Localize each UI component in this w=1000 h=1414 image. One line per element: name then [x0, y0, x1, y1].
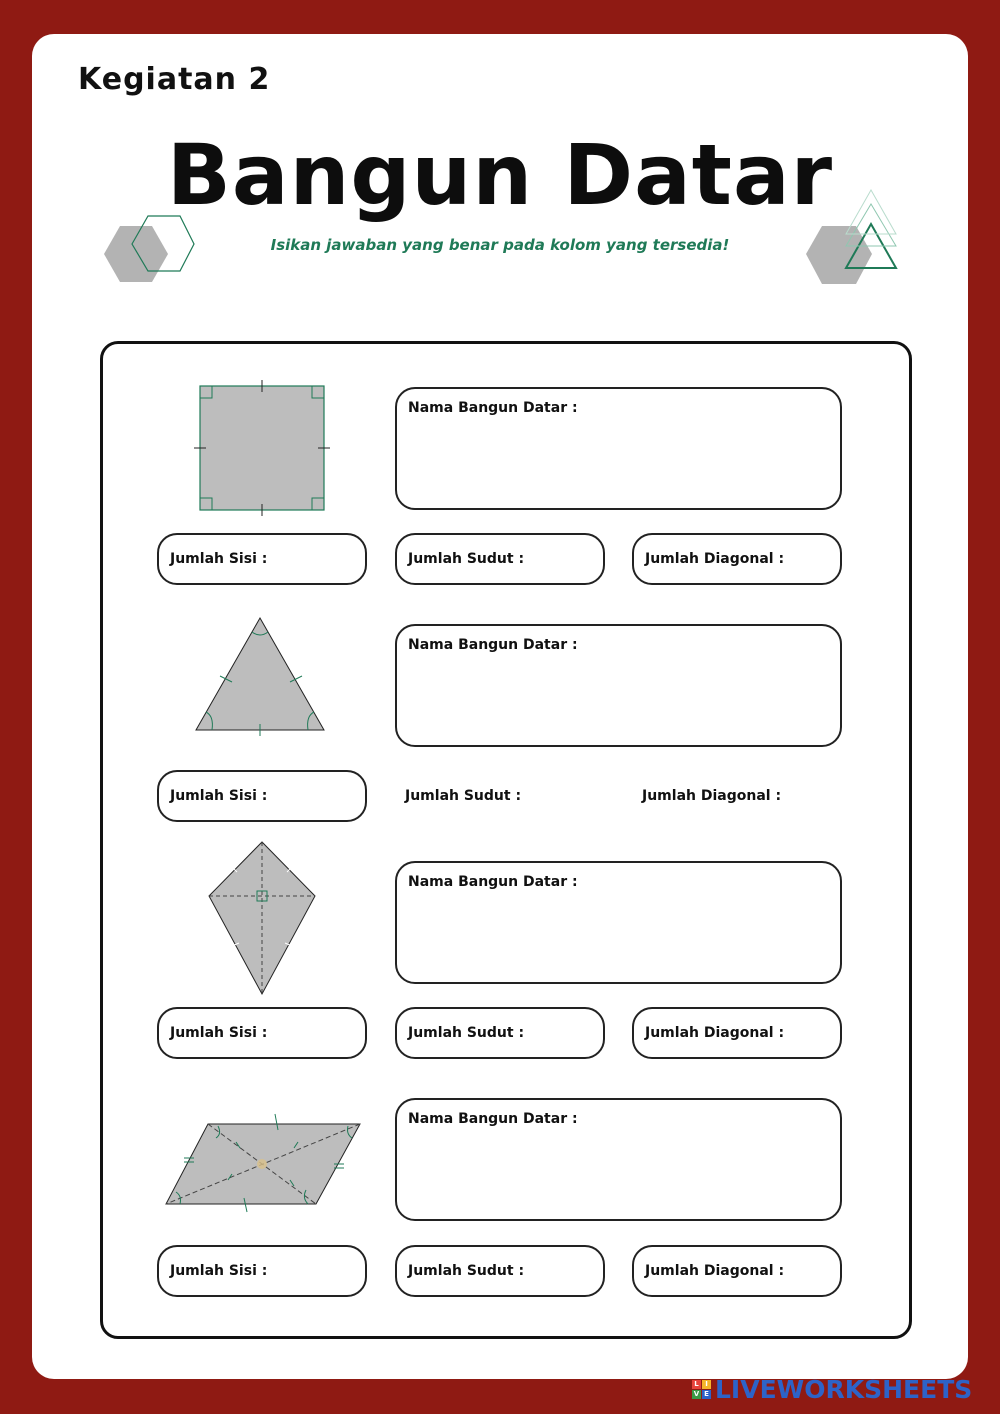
shape-name-input[interactable]	[395, 624, 842, 747]
liveworksheets-logo[interactable]	[692, 1376, 972, 1402]
sides-count-label: Jumlah Sisi :	[170, 1025, 268, 1041]
hexagon-decoration-icon	[100, 212, 200, 292]
shape-name-label: Nama Bangun Datar :	[408, 637, 578, 653]
angles-count-input[interactable]	[395, 1007, 605, 1059]
diagonals-count-input[interactable]	[632, 1007, 842, 1059]
diagonals-count-input[interactable]	[632, 1245, 842, 1297]
shape-name-input[interactable]	[395, 1098, 842, 1221]
angles-count-input[interactable]	[395, 533, 605, 585]
shape-name-label: Nama Bangun Datar :	[408, 400, 578, 416]
shape-name-input[interactable]	[395, 387, 842, 510]
angles-count-label: Jumlah Sudut :	[405, 788, 522, 804]
parallelogram-icon	[160, 1112, 366, 1216]
sides-count-input[interactable]	[157, 533, 367, 585]
activity-label: Kegiatan 2	[78, 62, 271, 97]
diagonals-count-label: Jumlah Diagonal :	[645, 1025, 785, 1041]
angles-count-label: Jumlah Sudut :	[408, 1263, 525, 1279]
sides-count-input[interactable]	[157, 1245, 367, 1297]
square-icon	[188, 376, 336, 524]
sides-count-label: Jumlah Sisi :	[170, 788, 268, 804]
kite-icon	[202, 836, 322, 1000]
shape-name-input[interactable]	[395, 861, 842, 984]
logo-text: LIVEWORKSHEETS	[715, 1374, 973, 1404]
angles-count-input[interactable]	[395, 1245, 605, 1297]
triangle-icon	[190, 612, 332, 740]
sides-count-input[interactable]	[157, 1007, 367, 1059]
shape-name-label: Nama Bangun Datar :	[408, 874, 578, 890]
logo-mark-icon: L I V E	[692, 1380, 711, 1399]
diagonals-count-label: Jumlah Diagonal :	[642, 788, 782, 804]
sides-count-label: Jumlah Sisi :	[170, 1263, 268, 1279]
angles-count-label: Jumlah Sudut :	[408, 551, 525, 567]
sides-count-label: Jumlah Sisi :	[170, 551, 268, 567]
sides-count-input[interactable]	[157, 770, 367, 822]
instruction-text: Isikan jawaban yang benar pada kolom yang tersedia!	[270, 236, 730, 254]
diagonals-count-label: Jumlah Diagonal :	[645, 1263, 785, 1279]
diagonals-count-input[interactable]	[632, 533, 842, 585]
page-title: Bangun Datar	[166, 126, 834, 224]
diagonals-count-label: Jumlah Diagonal :	[645, 551, 785, 567]
shape-name-label: Nama Bangun Datar :	[408, 1111, 578, 1127]
angles-count-label: Jumlah Sudut :	[408, 1025, 525, 1041]
hexagon-triangles-decoration-icon	[800, 186, 910, 290]
